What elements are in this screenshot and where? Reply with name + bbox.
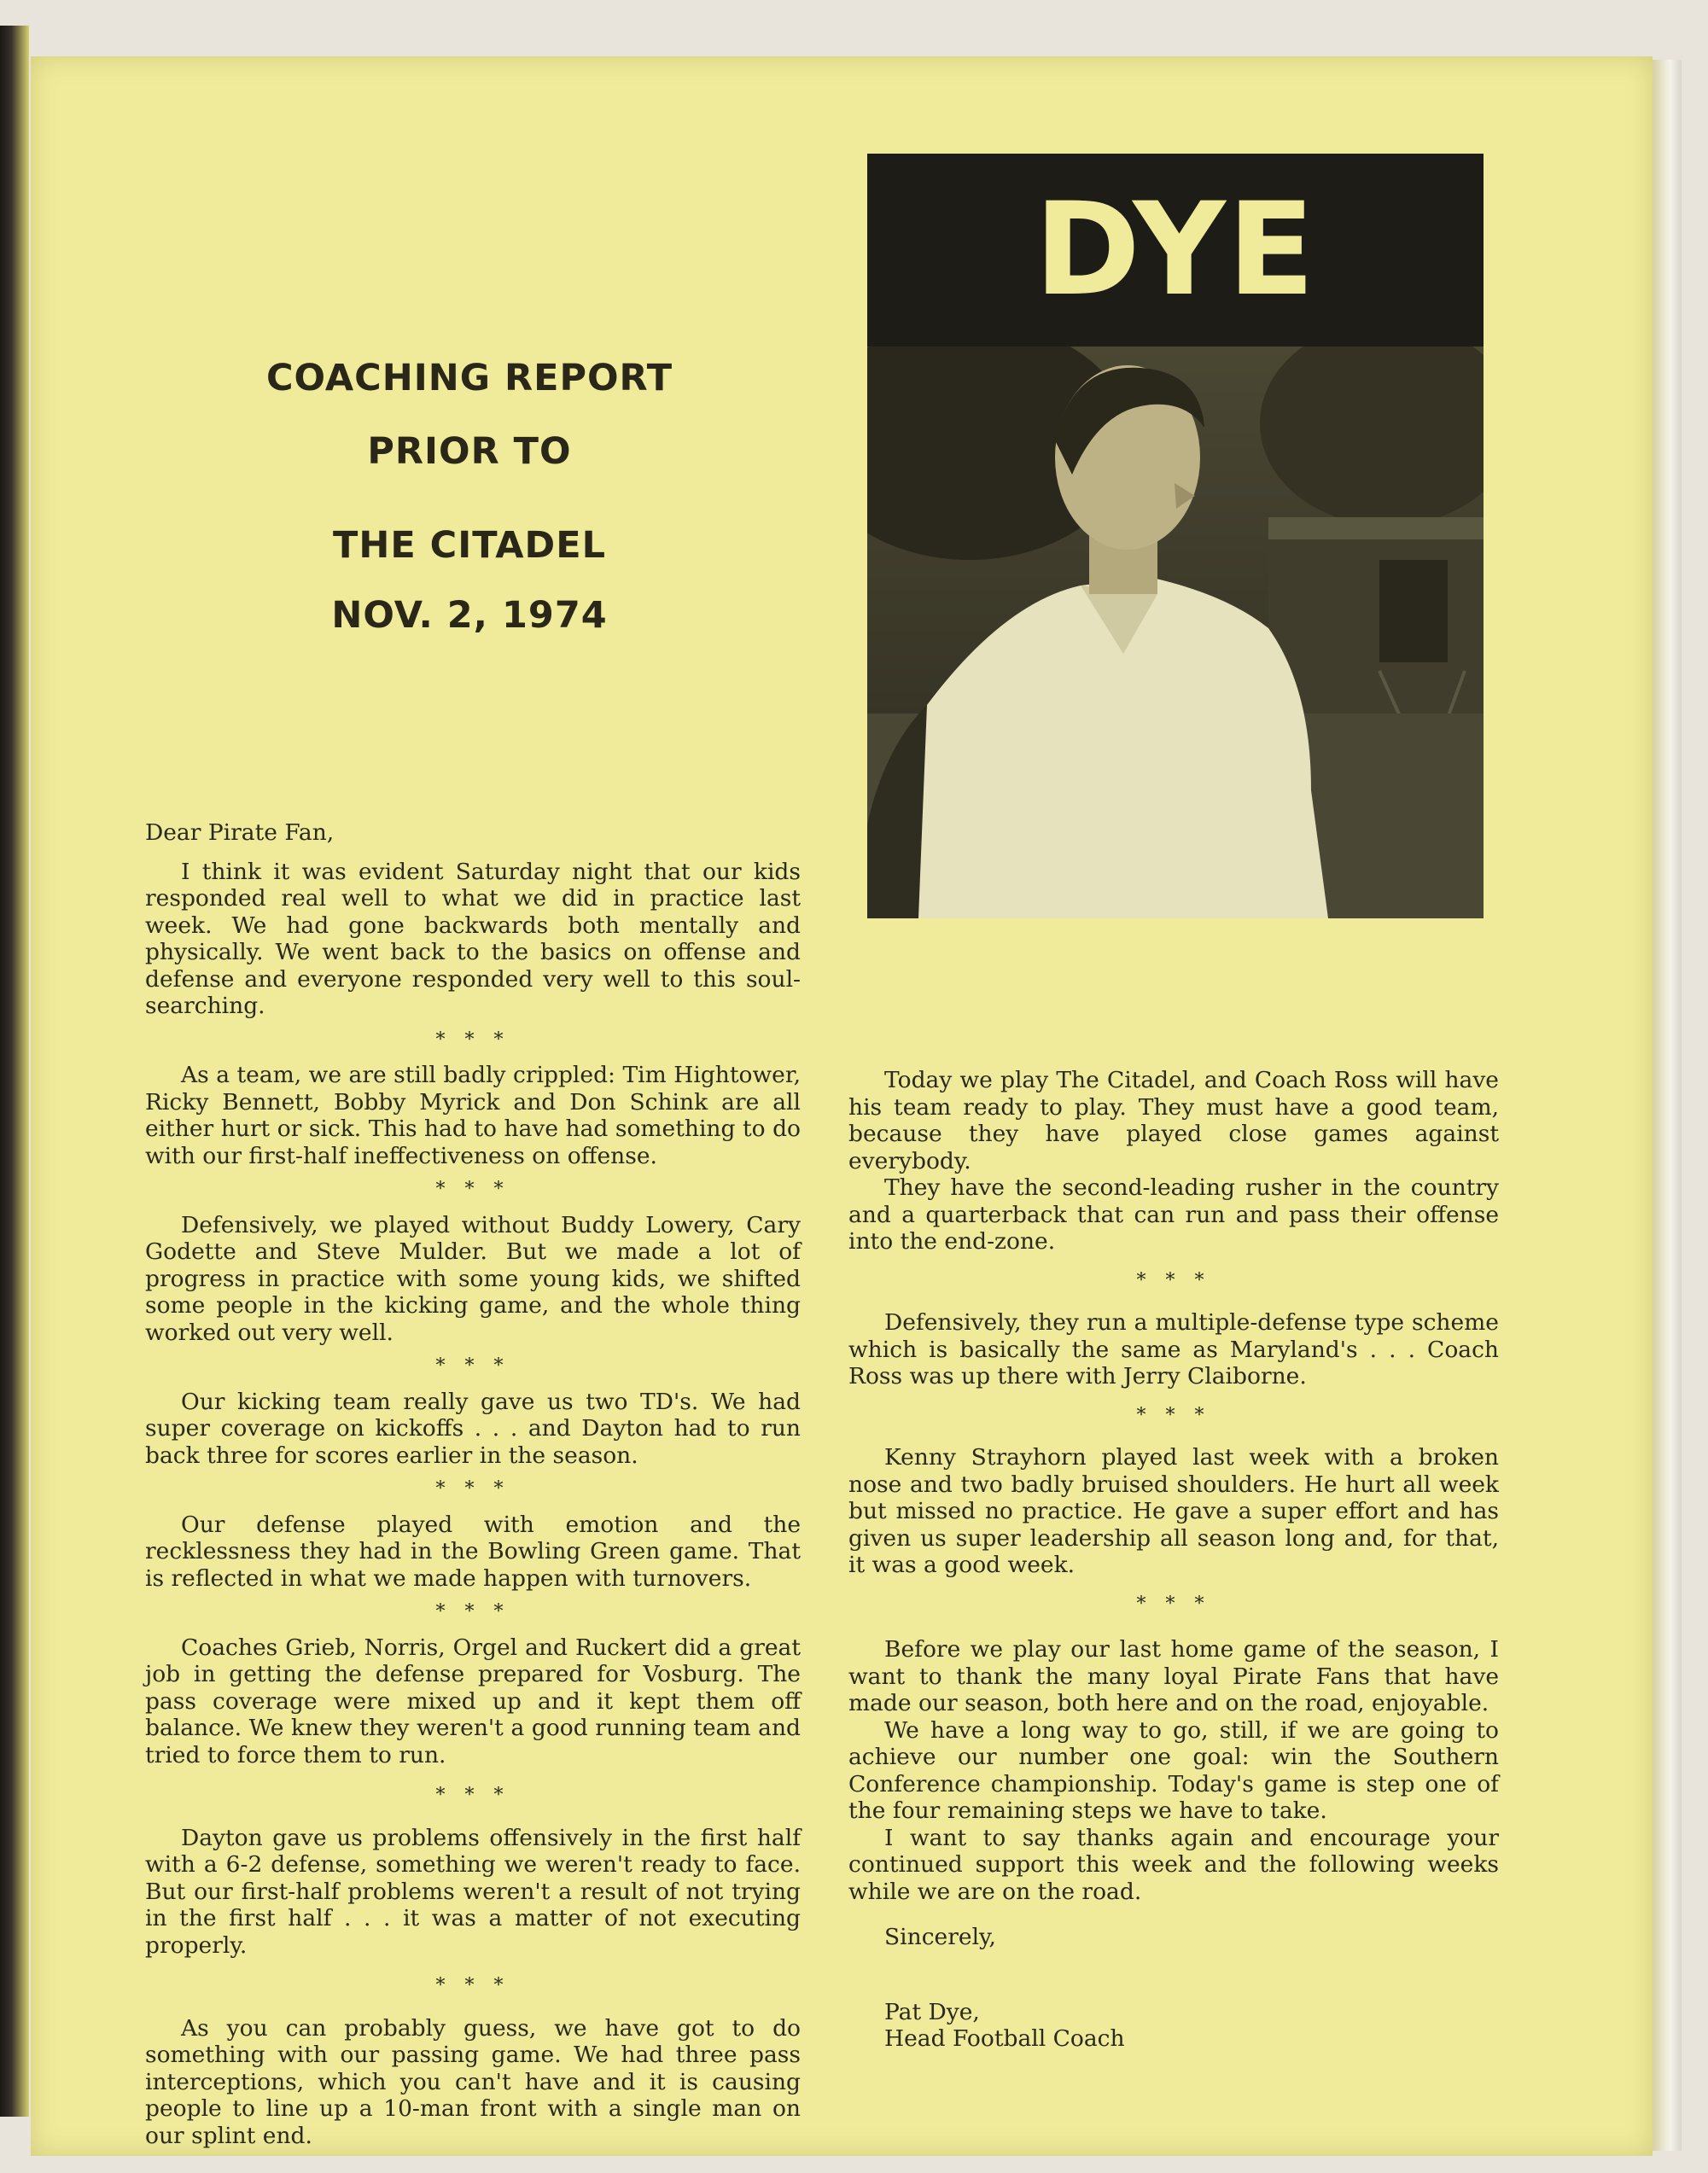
game-date: NOV. 2, 1974: [331, 594, 608, 637]
signature-title: Head Football Coach: [884, 2025, 1125, 2052]
paragraph: Before we play our last home game of the season, I want to thank the many loyal Pirate Fans that have made our season, both here and on the road, enjoyable.: [848, 1636, 1499, 1716]
paragraph: They have the second-leading rusher in the country and a quarterback that can run and pass their offense into the end-zone.: [848, 1174, 1499, 1255]
opponent-name: THE CITADEL: [333, 524, 606, 567]
separator: * * *: [435, 1601, 510, 1622]
paragraph: Our defense played with emotion and the recklessness they had in the Bowling Green game. That is reflected in what we made happen with turnovers.: [145, 1511, 801, 1592]
signature-name: Pat Dye,: [884, 1998, 980, 2025]
separator: * * *: [1136, 1269, 1211, 1291]
paragraph: Kenny Strayhorn played last week with a broken nose and two badly bruised shoulders. He hurt all week but missed no practice. He gave a super effort and has given us super leadership all season long and, for that, it was a good week.: [848, 1444, 1499, 1578]
separator: * * *: [435, 1478, 510, 1500]
separator: * * *: [435, 1785, 510, 1806]
salutation: Dear Pirate Fan,: [145, 819, 335, 846]
page-edges: [1653, 60, 1682, 2151]
binding-shadow: [0, 26, 29, 2117]
paragraph: Defensively, they run a multiple-defense type scheme which is basically the same as Maryland's . . . Coach Ross was up there with Jerry Claiborne.: [848, 1309, 1499, 1389]
separator: * * *: [435, 1355, 510, 1377]
report-subtitle: PRIOR TO: [367, 430, 572, 473]
closing: Sincerely,: [884, 1924, 996, 1950]
separator: * * *: [435, 1975, 510, 1996]
paragraph: I think it was evident Saturday night that our kids responded real well to what we did in practice last week. We had gone backwards both mentally and physically. We went back to the basics on offense and defense and everyone responded very well to this soul-searching.: [145, 858, 801, 1019]
paragraph: Today we play The Citadel, and Coach Ross will have his team ready to play. They must have a good team, because they have played close games against everybody.: [848, 1067, 1499, 1174]
separator: * * *: [1136, 1593, 1211, 1615]
paragraph: Dayton gave us problems offensively in the first half with a 6-2 defense, something we weren't ready to face. But our first-half problems weren't a result of not trying in the first half . . . it was a matter of not executing properly.: [145, 1824, 801, 1959]
coach-photo: [867, 347, 1484, 918]
paragraph: We have a long way to go, still, if we are going to achieve our number one goal: win the Southern Conference championship. Today's game is step one of the four remaining steps we have to take.: [848, 1716, 1499, 1824]
report-title: COACHING REPORT: [265, 357, 673, 399]
paragraph: Defensively, we played without Buddy Lowery, Cary Godette and Steve Mulder. But we made a lot of progress in practice with some young kids, we shifted some people in the kicking game, and the whole thing worked out very well.: [145, 1211, 801, 1346]
paragraph: I want to say thanks again and encourage your continued support this week and the following weeks while we are on the road.: [848, 1824, 1499, 1905]
right-column: [848, 1067, 1499, 2053]
left-column: [145, 819, 801, 2149]
separator: * * *: [1136, 1404, 1211, 1426]
paragraph: As a team, we are still badly crippled: Tim Hightower, Ricky Bennett, Bobby Myrick and Don Schink are all either hurt or sick. This had to have had something to do with our first-half ineffectiveness on offense.: [145, 1062, 801, 1169]
paragraph: As you can probably guess, we have got to do something with our passing game. We had three pass interceptions, which you can't have and it is causing people to line up a 10-man front with a single man on our splint end.: [145, 2014, 801, 2149]
separator: * * *: [435, 1179, 510, 1200]
paragraph: Coaches Grieb, Norris, Orgel and Ruckert did a great job in getting the defense prepared for Vosburg. The pass coverage were mixed up and it kept them off balance. We knew they weren't a good running team and tried to force them to run.: [145, 1634, 801, 1768]
separator: * * *: [435, 1028, 510, 1051]
paragraph: Our kicking team really gave us two TD's. We had super coverage on kickoffs . . . and Dayton had to run back three for scores earlier in the season.: [145, 1388, 801, 1469]
dye-log-masthead: DYE: [867, 154, 1484, 347]
